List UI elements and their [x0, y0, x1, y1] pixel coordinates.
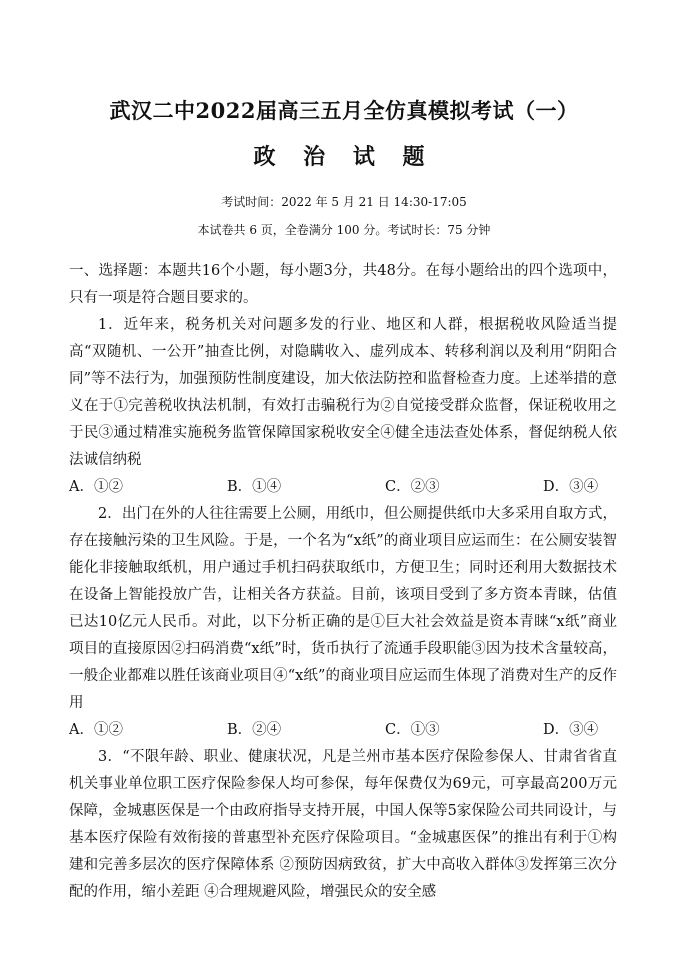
option-c: C．②③ — [385, 479, 440, 495]
option-a: A．①② — [69, 722, 123, 738]
option-d: D．③④ — [543, 722, 599, 738]
exam-info: 本试卷共 6 页，全卷满分 100 分。考试时长：75 分钟 — [197, 223, 491, 237]
exam-time: 考试时间：2022 年 5 月 21 日 14:30-17:05 — [221, 195, 467, 209]
option-b: B．①④ — [227, 479, 282, 495]
option-d: D．③④ — [543, 479, 599, 495]
section-heading: 一、选择题：本题共16个小题，每小题3分，共48分。在每小题给出的四个选项中，只有一项是符合题目要求的。 — [69, 263, 617, 306]
question-2: 2．出门在外的人往往需要上公厕，用纸巾，但公厕提供纸巾大多采用自取方式，存在接触污染的卫生风险。于是，一个名为“x纸”的商业项目应运而生：在公厕安装智能化非接触取纸机，用户通过手机扫码获取纸巾，方便卫生；同时还利用大数据技术在设备上智能投放广告，让相关各方获益。目前，该项目受到了多方资本青睐，估值已达10亿元人民币。对此，以下分析正确的是①巨大社会效益是资本青睐“x纸”商业项目的直接原因②扫码消费“x纸”时，货币执行了流通手段职能③因为技术含量较高，一般企业都难以胜任该商业项目④“x纸”的商业项目应运而生体现了消费对生产的反作用 — [69, 506, 617, 711]
subject-title: 政 治 试 题 — [253, 144, 435, 170]
option-a: A．①② — [69, 479, 123, 495]
option-c: C．①③ — [385, 722, 440, 738]
question-1-options — [69, 474, 617, 501]
exam-body — [69, 258, 617, 906]
exam-title: 武汉二中2022届高三五月全仿真模拟考试（一） — [109, 98, 579, 123]
question-2-options — [69, 717, 617, 744]
question-3: 3．“不限年龄、职业、健康状况，凡是兰州市基本医疗保险参保人、甘肃省省直机关事业单位职工医疗保险参保人均可参保，每年保费仅为69元，可享最高200万元保障，金城惠医保是一个由政府指导支持开展，中国人保等5家保险公司共同设计，与基本医疗保险有效衔接的普惠型补充医疗保险项目。“金城惠医保”的推出有利于①构建和完善多层次的医疗保障体系 ②预防因病致贫，扩大中高收入群体③发挥第三次分配的作用，缩小差距 ④合理规避风险，增强民众的安全感 — [69, 749, 617, 900]
option-b: B．②④ — [227, 722, 282, 738]
question-1: 1．近年来，税务机关对问题多发的行业、地区和人群，根据税收风险适当提高“双随机、一公开”抽查比例，对隐瞒收入、虚列成本、转移利润以及利用“阴阳合同”等不法行为，加强预防性制度建设，加大依法防控和监督检查力度。上述举措的意义在于①完善税收执法机制，有效打击骗税行为②自觉接受群众监督，保证税收用之于民③通过精准实施税务监管保障国家税收安全④健全违法查处体系，督促纳税人依法诚信纳税 — [69, 317, 617, 468]
